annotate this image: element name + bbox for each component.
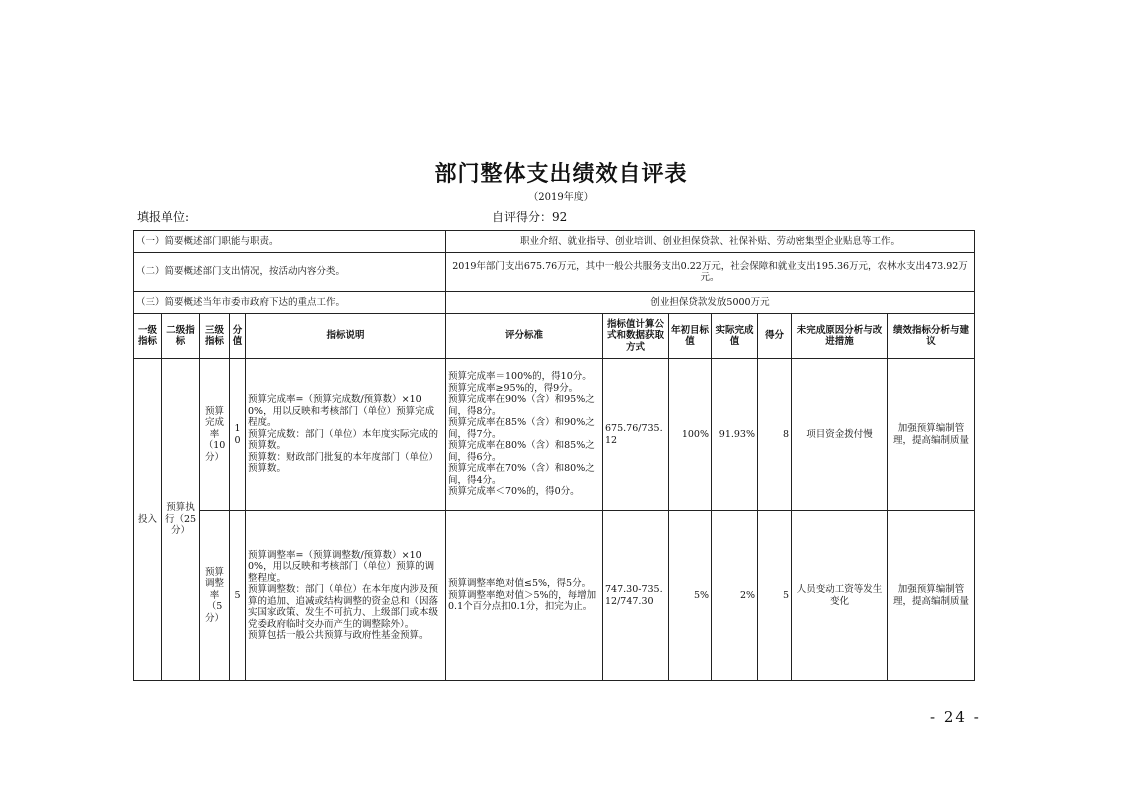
summary-row-2 bbox=[134, 253, 975, 292]
desc-line: 预算调整率=（预算调整数/预算数）×100%，用以反映和考核部门（单位）预算的调整程度。 bbox=[248, 549, 435, 584]
score-value-cell: 5 bbox=[230, 511, 246, 681]
table-row bbox=[134, 511, 975, 681]
criteria-line: 预算完成率＜70%的，得0分。 bbox=[448, 486, 580, 498]
actual-cell: 2% bbox=[712, 511, 758, 681]
criteria-line: 预算完成率在80%（含）和85%之间，得6分。 bbox=[448, 440, 595, 463]
formula-cell: 675.76/735.12 bbox=[603, 359, 669, 511]
header-advice: 绩效指标分析与建议 bbox=[888, 314, 975, 359]
reason-cell: 项目资金拨付慢 bbox=[792, 359, 888, 511]
level2-cell: 预算执行（25分） bbox=[162, 359, 200, 681]
summary-value-2: 2019年部门支出675.76万元，其中一般公共服务支出0.22万元，社会保障和就业支出195.36万元，农林水支出473.92万元。 bbox=[446, 253, 975, 292]
desc-cell bbox=[246, 359, 446, 511]
criteria-line: 预算调整率绝对值＞5%的，每增加0.1个百分点扣0.1分，扣完为止。 bbox=[448, 589, 597, 613]
header-level3: 三级指标 bbox=[200, 314, 230, 359]
score-cell: 5 bbox=[758, 511, 792, 681]
level1-cell: 投入 bbox=[134, 359, 162, 681]
advice-cell: 加强预算编制管理，提高编制质量 bbox=[888, 511, 975, 681]
table-row bbox=[134, 359, 975, 511]
desc-line: 预算数：财政部门批复的本年度部门（单位）预算数。 bbox=[248, 451, 439, 475]
formula-cell: 747.30-735.12/747.30 bbox=[603, 511, 669, 681]
level3-cell: 预算完成率（10分） bbox=[200, 359, 230, 511]
page-number: - 24 - bbox=[930, 708, 981, 726]
desc-cell bbox=[246, 511, 446, 681]
summary-value-3: 创业担保贷款发放5000万元 bbox=[446, 292, 975, 314]
summary-label-1: （一）简要概述部门职能与职责。 bbox=[134, 231, 446, 253]
header-level2: 二级指标 bbox=[162, 314, 200, 359]
advice-cell: 加强预算编制管理，提高编制质量 bbox=[888, 359, 975, 511]
page-title: 部门整体支出绩效自评表 bbox=[434, 161, 688, 187]
level3-cell: 预算调整率（5分） bbox=[200, 511, 230, 681]
actual-cell: 91.93% bbox=[712, 359, 758, 511]
summary-row-1 bbox=[134, 231, 975, 253]
header-level1: 一级指标 bbox=[134, 314, 162, 359]
target-cell: 5% bbox=[669, 511, 712, 681]
header-formula: 指标值计算公式和数据获取方式 bbox=[603, 314, 669, 359]
page-subtitle: （2019年度） bbox=[528, 192, 594, 203]
performance-table bbox=[133, 230, 975, 681]
criteria-line: 预算调整率绝对值≤5%，得5分。 bbox=[448, 578, 592, 590]
summary-row-3 bbox=[134, 292, 975, 314]
header-score-value: 分值 bbox=[230, 314, 246, 359]
desc-line: 预算调整数：部门（单位）在本年度内涉及预算的追加、追减或结构调整的资金总和（因落实国家政策、发生不可抗力、上级部门或本级党委政府临时交办而产生的调整除外）。 bbox=[248, 584, 439, 630]
desc-line: 预算包括一般公共预算与政府性基金预算。 bbox=[248, 630, 429, 641]
desc-line: 预算完成率=（预算完成数/预算数）×100%，用以反映和考核部门（单位）预算完成程度。 bbox=[248, 394, 435, 429]
header-row bbox=[134, 314, 975, 359]
summary-label-2: （二）简要概述部门支出情况，按活动内容分类。 bbox=[134, 253, 446, 292]
target-cell: 100% bbox=[669, 359, 712, 511]
criteria-cell bbox=[446, 511, 603, 681]
score-cell: 8 bbox=[758, 359, 792, 511]
criteria-line: 预算完成率在90%（含）和95%之间，得8分。 bbox=[448, 394, 595, 417]
header-reason: 未完成原因分析与改进措施 bbox=[792, 314, 888, 359]
reason-cell: 人员变动工资等发生变化 bbox=[792, 511, 888, 681]
header-score: 得分 bbox=[758, 314, 792, 359]
summary-label-3: （三）简要概述当年市委市政府下达的重点工作。 bbox=[134, 292, 446, 314]
criteria-line: 预算完成率在70%（含）和80%之间，得4分。 bbox=[448, 463, 595, 486]
header-target: 年初目标值 bbox=[669, 314, 712, 359]
fill-unit-label: 填报单位: bbox=[137, 210, 190, 224]
desc-line: 预算完成数：部门（单位）本年度实际完成的预算数。 bbox=[248, 428, 439, 452]
criteria-line: 预算完成率≥95%的，得9分。 bbox=[448, 382, 579, 394]
header-criteria: 评分标准 bbox=[446, 314, 603, 359]
criteria-cell bbox=[446, 359, 603, 511]
self-score-label: 自评得分：92 bbox=[492, 210, 568, 224]
summary-value-1: 职业介绍、就业指导、创业培训、创业担保贷款、社保补贴、劳动密集型企业贴息等工作。 bbox=[446, 231, 975, 253]
score-value-cell: 10 bbox=[230, 359, 246, 511]
header-desc: 指标说明 bbox=[246, 314, 446, 359]
criteria-line: 预算完成率＝100%的，得10分。 bbox=[448, 371, 592, 383]
criteria-line: 预算完成率在85%（含）和90%之间，得7分。 bbox=[448, 417, 595, 440]
header-actual: 实际完成值 bbox=[712, 314, 758, 359]
